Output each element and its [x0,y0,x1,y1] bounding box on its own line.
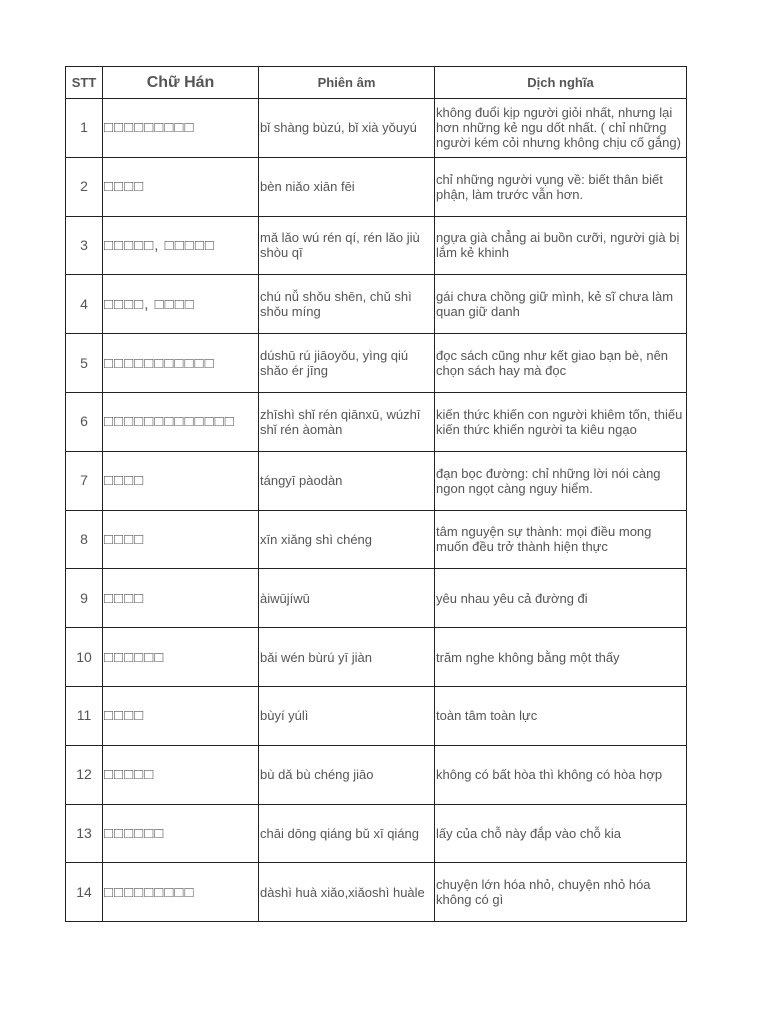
row-number: 8 [66,510,103,569]
meaning-cell: yêu nhau yêu cả đường đi [435,569,687,628]
header-chinese-characters: Chữ Hán [103,67,259,99]
row-number: 6 [66,392,103,451]
pinyin-cell: dúshū rú jiāoyǒu, yìng qiú shǎo ér jīng [259,334,435,393]
pinyin-cell: bèn niǎo xiān fēi [259,157,435,216]
row-number: 4 [66,275,103,334]
table-row [66,275,687,334]
chinese-idiom: □□□□, □□□□ [103,275,259,334]
idiom-table [65,66,687,922]
table-row [66,686,687,745]
pinyin-cell: chāi dōng qiáng bǔ xī qiáng [259,804,435,863]
meaning-cell: không có bất hòa thì không có hòa hợp [435,745,687,804]
meaning-cell: đạn bọc đường: chỉ những lời nói càng ngon ngọt càng nguy hiểm. [435,451,687,510]
pinyin-cell: bùyí yúlì [259,686,435,745]
meaning-cell: toàn tâm toàn lực [435,686,687,745]
table-row [66,628,687,687]
header-stt: STT [66,67,103,99]
table-header [66,67,687,99]
pinyin-cell: mǎ lǎo wú rén qí, rén lǎo jiù shòu qī [259,216,435,275]
row-number: 7 [66,451,103,510]
table-row [66,99,687,158]
meaning-cell: chuyện lớn hóa nhỏ, chuyện nhỏ hóa không có gì [435,863,687,922]
table-row [66,334,687,393]
chinese-idiom: □□□□□□□□□ [103,99,259,158]
pinyin-cell: tángyī pàodàn [259,451,435,510]
chinese-idiom: □□□□ [103,569,259,628]
row-number: 1 [66,99,103,158]
table-row [66,392,687,451]
meaning-cell: tâm nguyện sự thành: mọi điều mong muốn đều trở thành hiện thực [435,510,687,569]
row-number: 11 [66,686,103,745]
pinyin-cell: dàshì huà xiǎo,xiǎoshì huàle [259,863,435,922]
header-meaning: Dịch nghĩa [435,67,687,99]
table-body [66,99,687,922]
chinese-idiom: □□□□ [103,451,259,510]
meaning-cell: đọc sách cũng như kết giao bạn bè, nên chọn sách hay mà đọc [435,334,687,393]
pinyin-cell: bù dǎ bù chéng jiāo [259,745,435,804]
table-row [66,510,687,569]
pinyin-cell: bǐ shàng bùzú, bǐ xià yǒuyú [259,99,435,158]
meaning-cell: lấy của chỗ này đắp vào chỗ kia [435,804,687,863]
table-row [66,157,687,216]
row-number: 10 [66,628,103,687]
pinyin-cell: xīn xiǎng shì chéng [259,510,435,569]
row-number: 14 [66,863,103,922]
chinese-idiom: □□□□□, □□□□□ [103,216,259,275]
row-number: 5 [66,334,103,393]
row-number: 2 [66,157,103,216]
chinese-idiom: □□□□ [103,686,259,745]
chinese-idiom: □□□□ [103,157,259,216]
pinyin-cell: bǎi wén bùrú yī jiàn [259,628,435,687]
chinese-idiom: □□□□□□□□□ [103,863,259,922]
header-pinyin: Phiên âm [259,67,435,99]
table-row [66,451,687,510]
row-number: 13 [66,804,103,863]
idiom-table-sheet [65,66,687,922]
pinyin-cell: zhīshì shǐ rén qiānxū, wúzhī shǐ rén àomàn [259,392,435,451]
chinese-idiom: □□□□ [103,510,259,569]
meaning-cell: không đuổi kịp người giỏi nhất, nhưng lại hơn những kẻ ngu dốt nhất. ( chỉ những người kém cỏi nhưng không chịu cố gắng) [435,99,687,158]
table-row [66,569,687,628]
pinyin-cell: chú nǚ shǒu shēn, chǔ shì shǒu míng [259,275,435,334]
pinyin-cell: àiwūjíwū [259,569,435,628]
row-number: 9 [66,569,103,628]
chinese-idiom: □□□□□□ [103,628,259,687]
table-row [66,216,687,275]
meaning-cell: ngựa già chẳng ai buồn cưỡi, người già bị lắm kẻ khinh [435,216,687,275]
row-number: 3 [66,216,103,275]
header-row [66,67,687,99]
row-number: 12 [66,745,103,804]
meaning-cell: gái chưa chồng giữ mình, kẻ sĩ chưa làm quan giữ danh [435,275,687,334]
table-row [66,804,687,863]
chinese-idiom: □□□□□□ [103,804,259,863]
chinese-idiom: □□□□□ [103,745,259,804]
meaning-cell: trăm nghe không bằng một thấy [435,628,687,687]
meaning-cell: chỉ những người vụng về: biết thân biết phận, làm trước vẫn hơn. [435,157,687,216]
chinese-idiom: □□□□□□□□□□□ [103,334,259,393]
meaning-cell: kiến thức khiến con người khiêm tốn, thiếu kiến thức khiến người ta kiêu ngạo [435,392,687,451]
table-row [66,863,687,922]
table-row [66,745,687,804]
chinese-idiom: □□□□□□□□□□□□□ [103,392,259,451]
